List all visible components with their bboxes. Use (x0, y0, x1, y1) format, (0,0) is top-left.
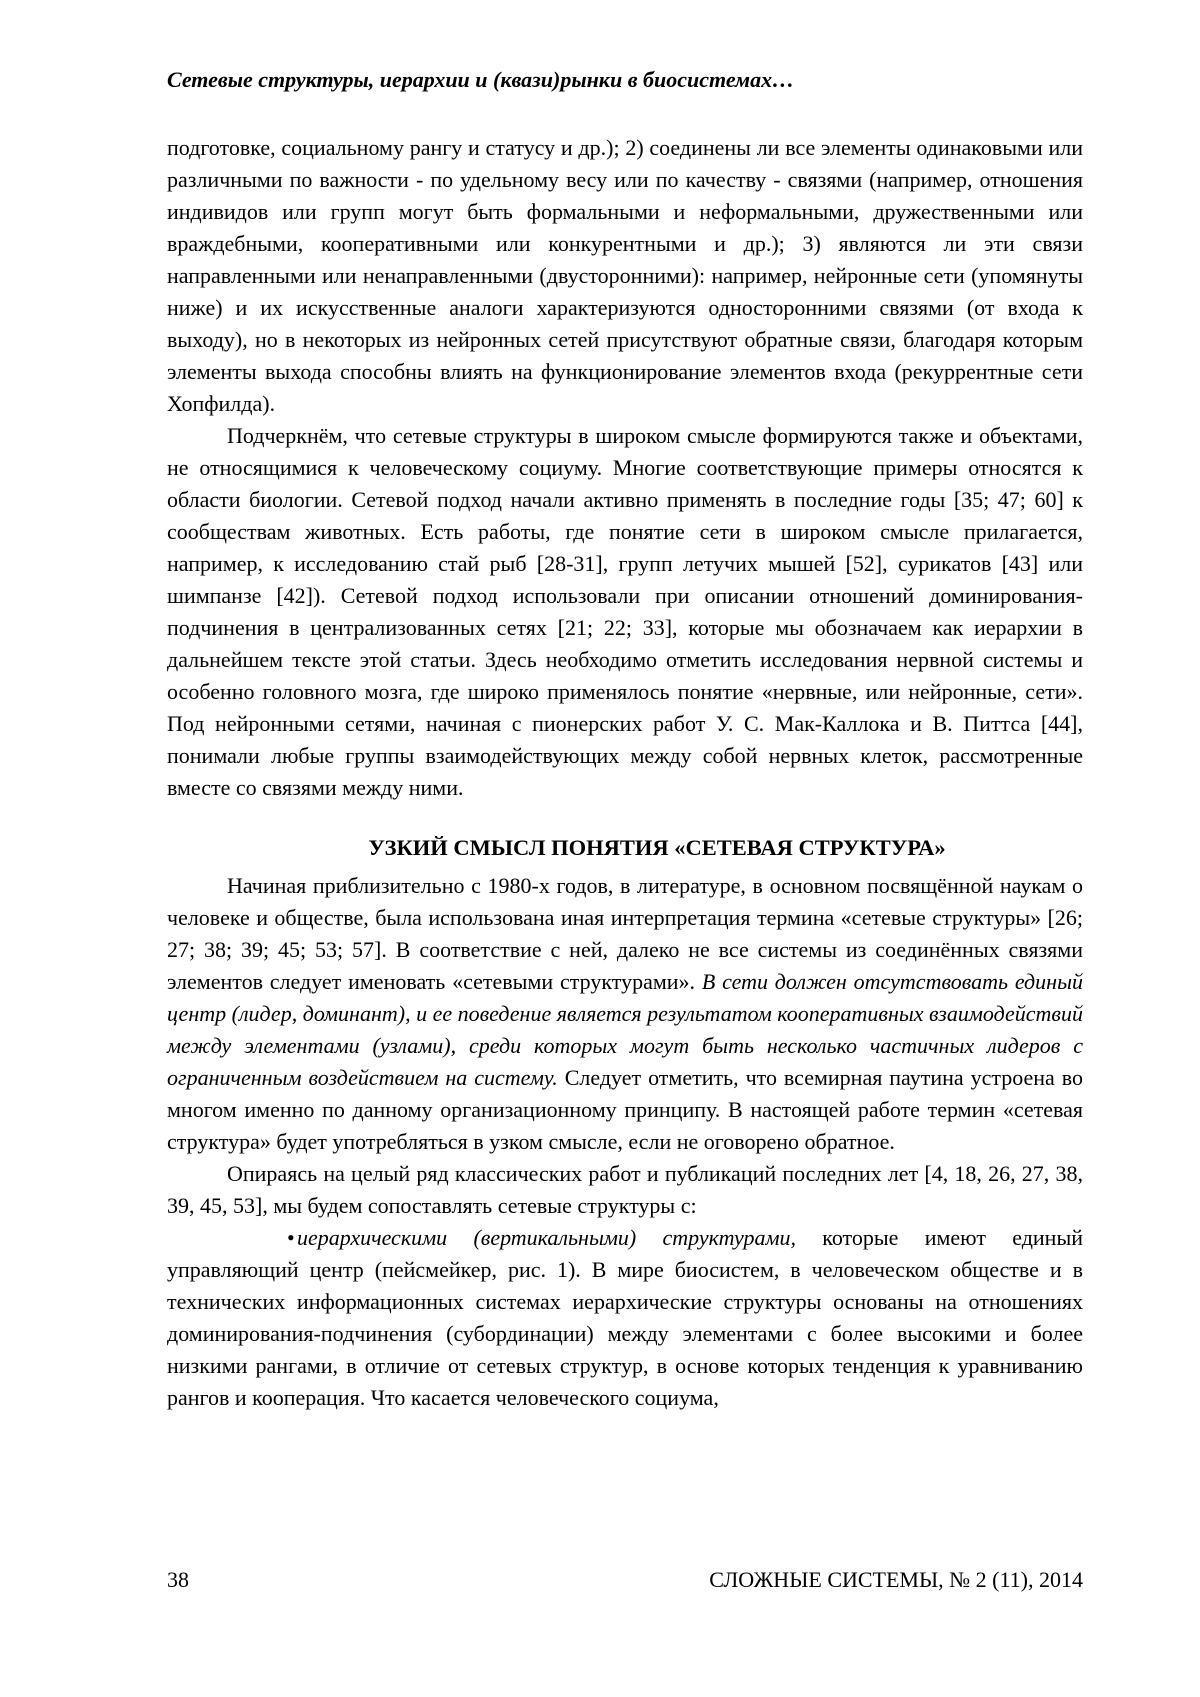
section-heading: УЗКИЙ СМЫСЛ ПОНЯТИЯ «СЕТЕВАЯ СТРУКТУРА» (368, 835, 946, 860)
paragraph (167, 420, 1083, 804)
paragraph-text: Следует отметить, что всемирная паутина устроена во многом именно по данному организационному принципу. В настоящей работе термин «сетевая структура» будет употребляться в узком смысле, если не оговорено обратное. (167, 1065, 1083, 1154)
paragraph (167, 1158, 1083, 1222)
page-content (167, 64, 1083, 1414)
journal-title-line: СЛОЖНЫЕ СИСТЕМЫ, № 2 (11), 2014 (709, 1567, 1083, 1592)
running-header: Сетевые структуры, иерархии и (квази)рынки в биосистемах… (167, 67, 795, 92)
paragraph-text: подготовке, социальному рангу и статусу и др.); 2) соединены ли все элементы одинаковыми или различными по важности - по удельному весу или по качеству - связями (например, отношения индивидов или групп могут быть формальными и неформальными, дружественными или враждебными, кооперативными или конкурентными и др.); 3) являются ли эти связи направленными или ненаправленными (двусторонними): например, нейронные сети (упомянуты ниже) и их искусственные аналоги характеризуются односторонними связями (от входа к выходу), но в некоторых из нейронных сетей присутствуют обратные связи, благодаря которым элементы выхода способны влиять на функционирование элементов входа (рекуррентные сети Хопфилда). (167, 135, 1083, 416)
paragraph-text: Опираясь на целый ряд классических работ и публикаций последних лет [4, 18, 26, 27, 38, 39, 45, 53], мы будем сопоставлять сетевые структуры с: (167, 1161, 1083, 1218)
bullet-item (167, 1222, 1083, 1414)
paragraph (167, 870, 1083, 1158)
bullet-term-italic: иерархическими (вертикальными) структурами, (297, 1225, 796, 1250)
body-text (167, 132, 1083, 1414)
bullet-marker-icon: • (287, 1225, 295, 1250)
paragraph-text-italic: В сети должен отсутствовать единый центр (лидер, доминант), и ее поведение является результатом кооперативных взаимодействий между элементами (узлами), среди которых могут быть несколько частичных лидеров с ограниченным воздействием на систему. (167, 969, 1083, 1090)
page-number: 38 (167, 1567, 189, 1592)
paragraph-text: Начиная приблизительно с 1980-х годов, в литературе, в основном посвящённой наукам о человеке и обществе, была использована иная интерпретация термина «сетевые структуры» [26; 27; 38; 39; 45; 53; 57]. В соответствие с ней, далеко не все системы из соединённых связями элементов следует именовать «сетевыми структурами». (167, 873, 1083, 994)
page-footer (167, 1564, 1083, 1596)
bullet-text: которые имеют единый управляющий центр (пейсмейкер, рис. 1). В мире биосистем, в человеческом обществе и в технических информационных системах иерархические структуры основаны на отношениях доминирования-подчинения (субординации) между элементами с более высокими и более низкими рангами, в отличие от сетевых структур, в основе которых тенденция к уравниванию рангов и кооперация. Что касается человеческого социума, (167, 1225, 1083, 1410)
paragraph-continuation (167, 132, 1083, 420)
paragraph-text: Подчеркнём, что сетевые структуры в широком смысле формируются также и объектами, не относящимися к человеческому социуму. Многие соответствующие примеры относятся к области биологии. Сетевой подход начали активно применять в последние годы [35; 47; 60] к сообществам животных. Есть работы, где понятие сети в широком смысле прилагается, например, к исследованию стай рыб [28-31], групп летучих мышей [52], сурикатов [43] или шимпанзе [42]). Сетевой подход использовали при описании отношений доминирования-подчинения в централизованных сетях [21; 22; 33], которые мы обозначаем как иерархии в дальнейшем тексте этой статьи. Здесь необходимо отметить исследования нервной системы и особенно головного мозга, где широко применялось понятие «нервные, или нейронные, сети». Под нейронными сетями, начиная с пионерских работ У. С. Мак-Каллока и В. Питтса [44], понимали любые группы взаимодействующих между собой нервных клеток, рассмотренные вместе со связями между ними. (167, 423, 1083, 800)
